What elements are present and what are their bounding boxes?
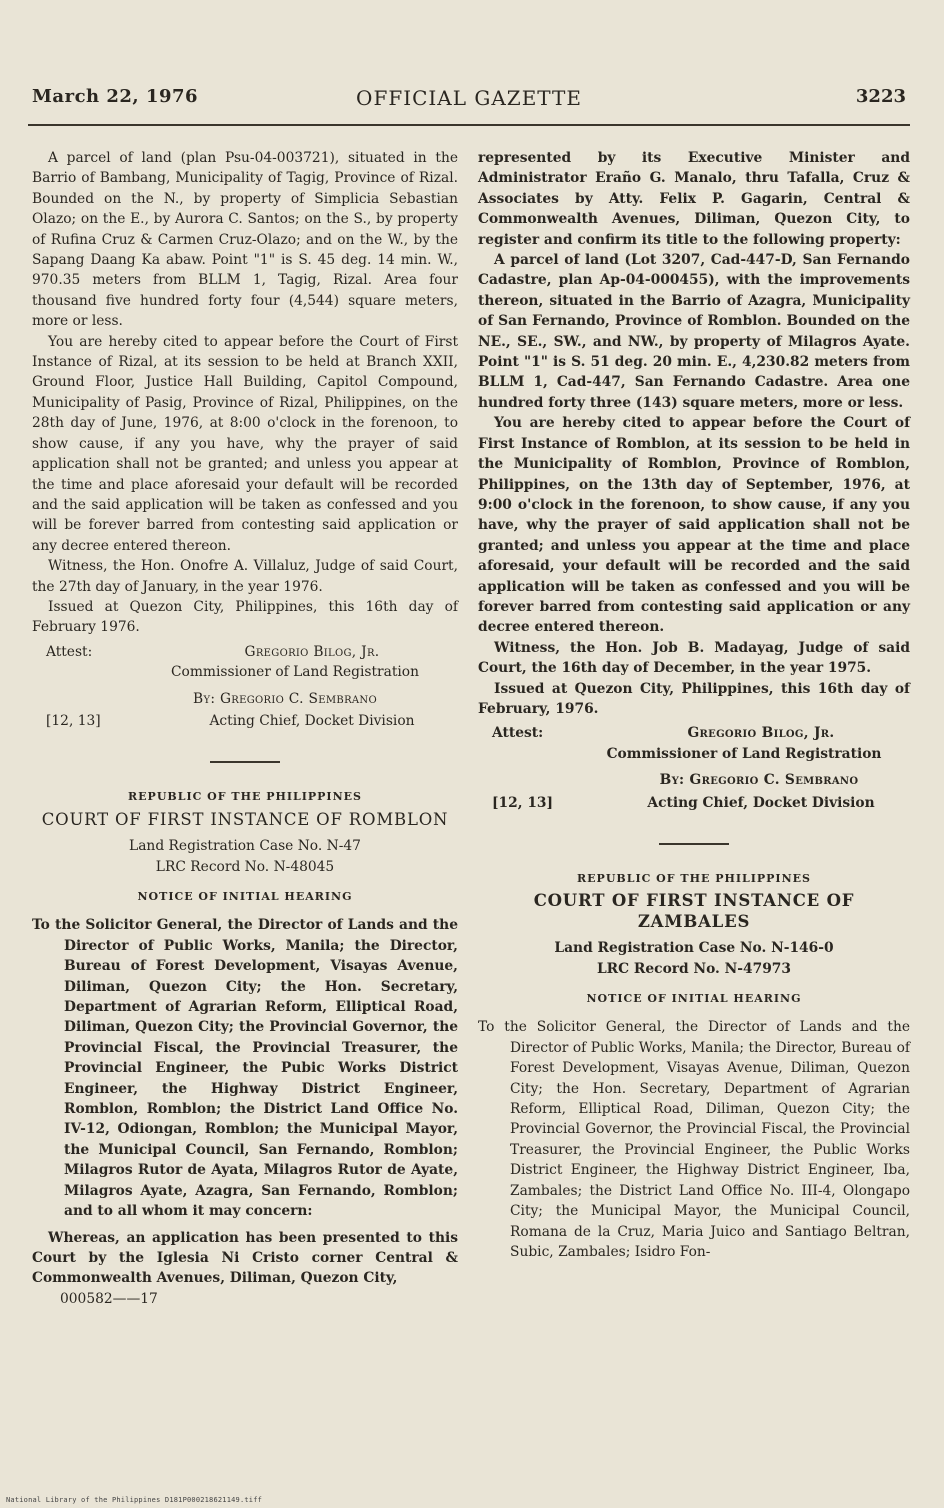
left-attestation [32,642,458,732]
left-signer1-title: Commissioner of Land Registration [170,664,420,681]
right-court: COURT OF FIRST INSTANCE OF ZAMBALES [533,891,855,931]
right-applicant: represented by its Executive Minister and Administrator Eraño G. Manalo, thru Tafalla, Cruz & Associates by Atty. Felix P. Gagarin, Central & Commonwealth Avenues, Diliman, Quezon City, to register and confirm its title to the following property: [478,150,910,248]
left-whereas-lead: Whereas, [48,1229,120,1246]
left-divider [210,761,280,763]
right-attest-label: Attest: [492,725,544,742]
right-notice-heading: NOTICE OF INITIAL HEARING [586,992,802,1006]
scan-footer: National Library of the Philippines D181P000218621149.tiff [6,1496,263,1504]
left-witness: Witness, the Hon. Onofre A. Villaluz, Judge of said Court, the 27th day of January, in the year 1976. [32,558,458,595]
left-page-code: 000582——17 [60,1290,158,1307]
left-signer2-title: Acting Chief, Docket Division [209,712,415,729]
left-whereas [32,1228,458,1289]
right-signer1: Gregorio Bilog, Jr. [687,725,835,742]
left-ref: [12, 13] [46,712,101,729]
right-column [478,148,910,1262]
header-page-number: 3223 [855,86,906,107]
page-header [32,86,906,116]
header-rule [28,124,910,126]
left-land-description: A parcel of land (plan Psu-04-003721), situated in the Barrio of Bambang, Municipality of Tagig, Province of Rizal. Bounded on the N., by property of Simplicia Sebastian Olazo; on the E., by Aurora C. Santos; on the S., by property of Rufina Cruz & Carmen Cruz-Olazo; and on the W., by the Sapang Daang Ka abaw. Point "1" is S. 45 deg. 14 min. W., 970.35 meters from BLLM 1, Tagig, Rizal. Area four thousand five hundred forty four (4,544) square meters, more or less. [32,150,458,330]
right-signer2: By: Gregorio C. Sembrano [659,772,859,789]
left-issued: Issued at Quezon City, Philippines, this 16th day of February 1976. [32,598,458,636]
right-signer2-title: Acting Chief, Docket Division [647,794,875,811]
right-attestation [478,723,910,813]
left-lrc-no: LRC Record No. N-48045 [155,858,335,875]
right-ref: [12, 13] [492,794,554,811]
right-case-no: Land Registration Case No. N-146-0 [554,940,834,957]
right-republic: REPUBLIC OF THE PHILIPPINES [577,872,811,885]
right-land-description: A parcel of land (Lot 3207, Cad-447-D, San Fernando Cadastre, plan Ap-04-000455), with the improvements thereon, situated in the Barrio of Azagra, Municipality of San Fernando, Province of Romblon. Bounded on the NE., SE., SW., and NW., by property of Milagros Ayate. Point "1" is S. 51 deg. 20 min. E., 4,230.82 meters from BLLM 1, Cad-447, San Fernando Cadastre. Area one hundred forty three (143) square meters, more or less. [478,252,910,411]
left-case-no: Land Registration Case No. N-47 [129,838,361,855]
right-addressees: To the Solicitor General, the Director of Lands and the Director of Public Works, Manila; the Director, Bureau of Forest Development, Visayas Avenue, Diliman, Quezon City; the Hon. Secretary, Department of Agrarian Reform, Elliptical Road, Diliman, Quezon City; the Provincial Governor, the Provincial Fiscal, the Provincial Treasurer, the Provincial Engineer, the Public Works District Engineer, the Highway District Engineer, Iba, Zambales; the District Land Office No. III-4, Olongapo City; the Municipal Mayor, the Municipal Council, Romana de la Cruz, Maria Juico and Santiago Beltran, Subic, Zambales; Isidro Fon- [478,1019,910,1260]
left-addressees: To the Solicitor General, the Director of Lands and the Director of Public Works, Manila; the Director, Bureau of Forest Development, Visayas Avenue, Diliman, Quezon City; the Hon. Secretary, Department of Agrarian Reform, Elliptical Road, Diliman, Quezon City; the Provincial Governor, the Provincial Fiscal, the Provincial Treasurer, the Provincial Engineer, the Pubic Works District Engineer, the Highway District Engineer, Romblon, Romblon; the District Land Office No. IV-12, Odiongan, Romblon; the Municipal Mayor, the Municipal Council, San Fernando, Romblon; Milagros Rutor de Ayata, Milagros Rutor de Ayate, Milagros Ayate, Azagra, San Fernando, Romblon; and to all whom it may concern: [32,917,458,1220]
header-title: OFFICIAL GAZETTE [356,86,582,110]
left-court: COURT OF FIRST INSTANCE OF ROMBLON [41,809,449,829]
right-signer1-title: Commissioner of Land Registration [606,745,882,762]
right-divider [659,843,729,845]
left-attest-label: Attest: [46,643,93,660]
left-signer2: By: Gregorio C. Sembrano [193,690,377,707]
right-citation: You are hereby cited to appear before the Court of First Instance of Romblon, at its session to be held in the Municipality of Romblon, Province of Romblon, Philippines, on the 13th day of September, 1976, at 9:00 o'clock in the forenoon, to show cause, if any you have, why the prayer of said application shall not be granted; and unless you appear at the time and place aforesaid, your default will be recorded and the said application will be taken as confessed and you will be forever barred from contesting said application or any decree entered thereon. [478,415,910,636]
left-citation: You are hereby cited to appear before the Court of First Instance of Rizal, at its session to be held at Branch XXII, Ground Floor, Justice Hall Building, Capitol Compound, Municipality of Pasig, Province of Rizal, Philippines, on the 28th day of June, 1976, at 8:00 o'clock in the forenoon, to show cause, if any you have, why the prayer of said application shall not be granted; and unless you appear at the time and place aforesaid your default will be recorded and the said application will be taken as confessed and you will be forever barred from contesting said application or any decree entered thereon. [32,333,458,554]
right-witness: Witness, the Hon. Job B. Madayag, Judge of said Court, the 16th day of December, in the year 1975. [478,639,910,677]
right-lrc-no: LRC Record No. N-47973 [596,960,792,977]
left-notice-heading: NOTICE OF INITIAL HEARING [137,890,353,903]
left-republic: REPUBLIC OF THE PHILIPPINES [128,790,362,804]
left-signer1: Gregorio Bilog, Jr. [244,643,380,660]
left-whereas-text: an application has been presented to this Court by the Iglesia Ni Cristo corner Central & Commonwealth Avenues, Diliman, Quezon City, [32,1229,458,1287]
left-column [32,148,458,1309]
header-date: March 22, 1976 [32,86,199,107]
right-issued: Issued at Quezon City, Philippines, this 16th day of February, 1976. [478,680,910,717]
